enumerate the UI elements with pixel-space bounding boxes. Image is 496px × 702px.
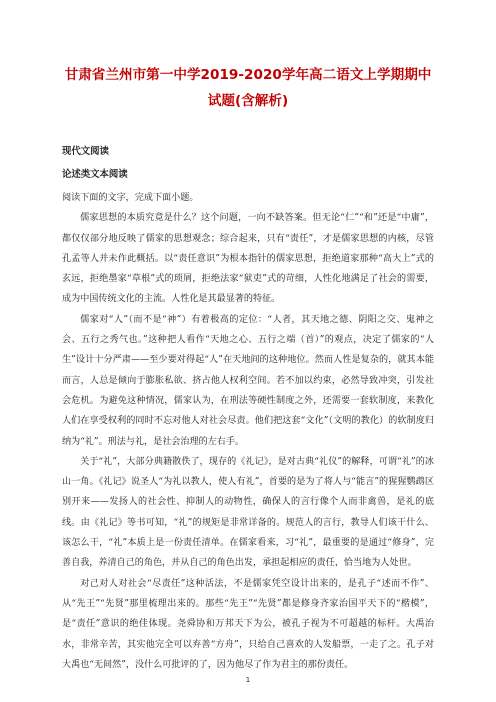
section-heading: 现代文阅读 xyxy=(62,146,109,157)
paragraph: 儒家对“人”（而不是“神”）有着极高的定位：“人者，其天地之德、阴阳之交、鬼神之会、五行之秀气也。”这种把人看作“天地之心、五行之端（首）”的观点，决定了儒家的“人生”设计十分严肃——至少要对得起“人”在天地间的这种地位。然而人性是复杂的，就其本能而言，人总是倾向于膨胀私欲、挤占他人权利空间。若不加以约束，必然导致冲突，引发社会危机。为避免这种情况，儒家认为，在刑法等硬性制度之外，还需要一套软制度，来教化人们在享受权利的同时不忘对他人对社会尽责。他们把这套“文化”（文明的教化）的软制度归纳为“礼”。刑法与礼，是社会治理的左右手。 xyxy=(62,314,434,447)
instruction-text: 阅读下面的文字，完成下面小题。 xyxy=(62,193,199,203)
document-body xyxy=(62,142,434,675)
document-title: 甘肃省兰州市第一中学2019-2020学年高二语文上学期期中试题(含解析) xyxy=(64,67,432,109)
page-number: 1 xyxy=(245,676,251,684)
paragraph: 对己对人对社会“尽责任”这种活法，不是儒家凭空设计出来的，是孔子“述而不作”、从“先王”“先贤”那里梳理出来的。那些“先王”“先贤”都是修身齐家治国平天下的“楷模”，是“责任”意识的绝佳体现。尧舜协和万邦天下为公，被孔子视为不可超越的标杆。大禹治水，非常辛苦，其实他完全可以弃善“方舟”，只给自己喜欢的人发船票，一走了之。孔子对大禹也“无间然”，没什么可批评的了，因为他尽了作为君主的那份责任。 xyxy=(62,578,434,670)
paragraph: 儒家思想的本质究竟是什么？这个问题，一向不缺答案。但无论“仁”“和”还是“中庸”，都仅仅部分地反映了儒家的思想观念；综合起来，只有“责任”，才是儒家思想的内核，尽管孔孟等人并未作此概括。以“责任意识”为根本指针的儒家思想，拒绝道家那种“高大上”式的玄远，拒绝墨家“草根”式的琐屑，拒绝法家“狱吏”式的苛细，人性化地满足了社会的需要，成为中国传统文化的主流。人性化是其最显著的特征。 xyxy=(62,213,434,305)
paragraph: 关于“礼”，大部分典籍散佚了，现存的《礼记》，是对古典“礼仪”的解释，可谓“礼”的冰山一角。《礼记》说圣人“为礼以教人，使人有礼”，首要的是为了将人与“能言”的猩猩鹦鹉区别开来——发扬人的社会性、抑制人的动物性，确保人的言行像个人而非禽兽，是礼的底线。由《礼记》等书可知，“礼”的规矩是非常详备的。规范人的言行，教导人们该干什么、该怎么干，“礼”本质上是一份责任清单。在儒家看来，习“礼”，最重要的是通过“修身”，完善自我，养清自己的角色，并从自己的角色出发，承担起相应的责任，恰当地为人处世。 xyxy=(62,456,434,569)
subsection-heading: 论述类文本阅读 xyxy=(62,169,128,180)
